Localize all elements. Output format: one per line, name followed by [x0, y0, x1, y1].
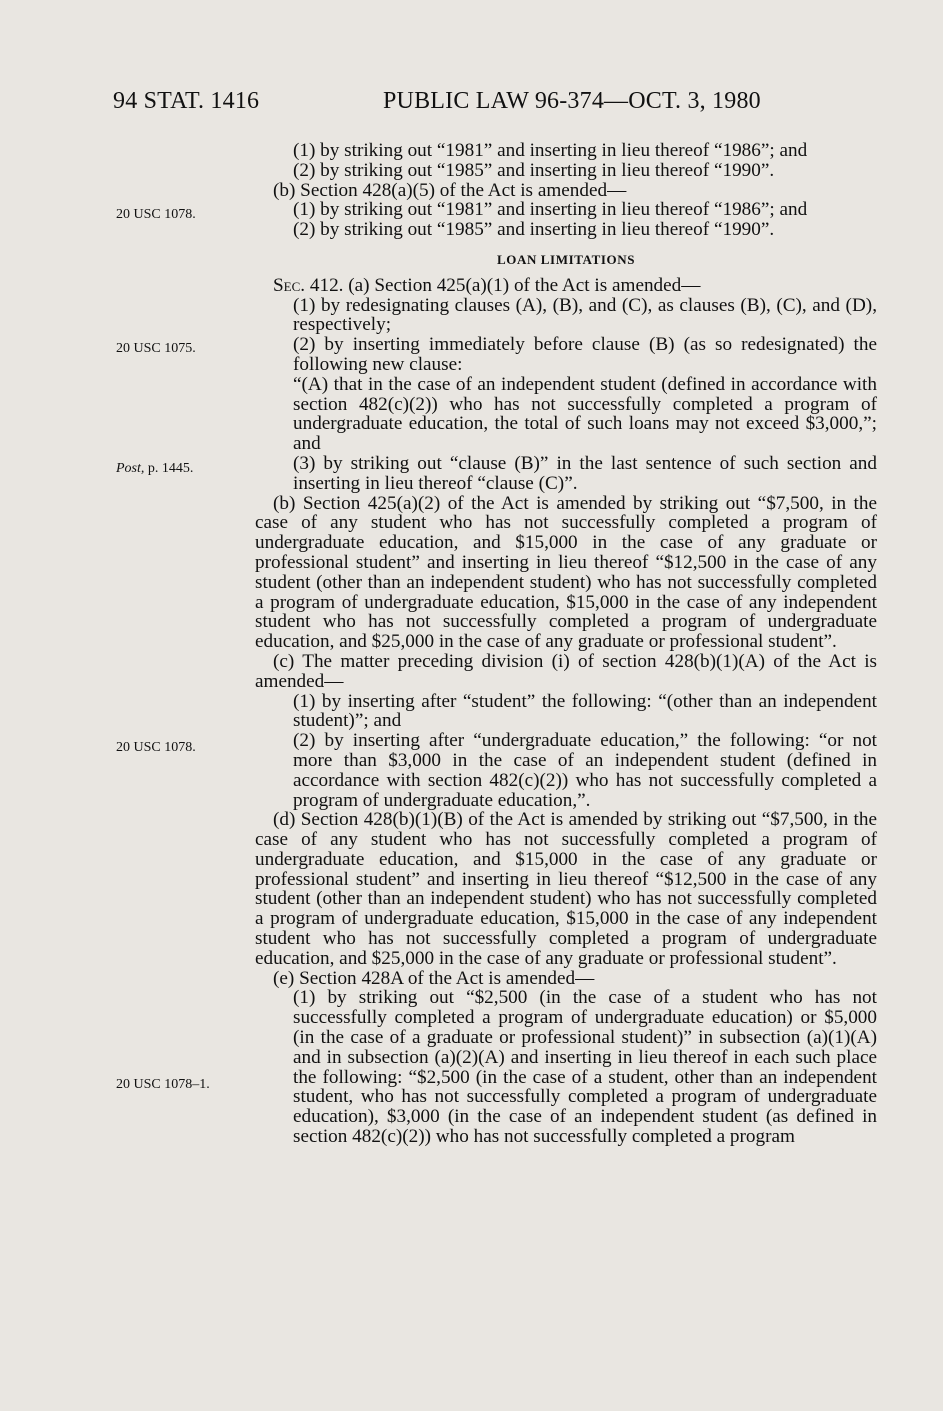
section-412-a — [255, 276, 877, 296]
new-clause-a: “(A) that in the case of an independent student (defined in accordance with section 482(c)(2)) who has not successfully completed a program of undergraduate education, the total of such loans may not exceed $3,000,”; and — [293, 373, 877, 455]
section-label: Sec. — [273, 274, 306, 296]
margin-note-post-italic: Post, — [116, 461, 145, 476]
subsection-c-2: (2) by inserting after “undergraduate education,” the following: “or not more than $3,000 in the case of an independent student (defined in accordance with section 482(c)(2)) who has not successfully completed a program of undergraduate education,”. — [293, 730, 877, 811]
page-folio: 94 STAT. 1416 — [113, 88, 260, 114]
subsection-e: (e) Section 428A of the Act is amended— — [273, 967, 595, 989]
paragraph-b-2: (2) by striking out “1985” and inserting in lieu thereof “1990”. — [293, 219, 775, 241]
section-412-a-text: 412. (a) Section 425(a)(1) of the Act is amended— — [305, 274, 701, 296]
paragraph-b-1: (1) by striking out “1981” and inserting in lieu thereof “1986”; and — [293, 199, 808, 221]
running-title: PUBLIC LAW 96-374—OCT. 3, 1980 — [383, 88, 761, 114]
subsection-b-425: (b) Section 425(a)(2) of the Act is amended by striking out “$7,500, in the case of any student who has not successfully completed a program of undergraduate education, and $15,000 in the case of any graduate or professional student” and inserting in lieu thereof “$12,500 in the case of any student (other than an independent student) who has not successfully completed a program of undergraduate education, $15,000 in the case of any independent student who has not successfully completed a program of undergraduate education, and $25,000 in the case of any graduate or professional student”. — [255, 492, 877, 653]
subsection-e-1: (1) by striking out “$2,500 (in the case of a student who has not successfully completed a program of undergraduate education) or $5,000 (in the case of a graduate or professional student)” in subsection (a)(1)(A) and in subsection (a)(2)(A) and inserting in lieu thereof in each such place the following: “$2,500 (in the case of a student, other than an independent student, who has not successfully completed a program of undergraduate education), $3,000 (in the case of an independent student (as defined in section 482(c)(2)) who has not successfully completed a program — [293, 987, 877, 1148]
paragraph-a-2: (2) by striking out “1985” and inserting in lieu thereof “1990”. — [293, 159, 775, 181]
statute-body — [255, 141, 877, 1147]
margin-note-20-usc-1078-1: 20 USC 1078–1. — [116, 1077, 210, 1092]
paragraph-b: (b) Section 428(a)(5) of the Act is amended— — [273, 179, 627, 201]
subsection-d: (d) Section 428(b)(1)(B) of the Act is amended by striking out “$7,500, in the case of any student who has not successfully completed a program of undergraduate education, and $15,000 in the case of any graduate or professional student” and inserting in lieu thereof “$12,500 in the case of any student (other than an independent student) who has not successfully completed a program of undergraduate education, $15,000 in the case of any independent student who has not successfully completed a program of undergraduate education, and $25,000 in the case of any graduate or professional student”. — [255, 809, 877, 969]
clause-redesignate: (1) by redesignating clauses (A), (B), and (C), as clauses (B), (C), and (D), respectively; — [293, 294, 877, 336]
margin-note-20-usc-1078-c: 20 USC 1078. — [116, 740, 196, 755]
margin-note-post-p-1445 — [116, 461, 256, 477]
section-heading: LOAN LIMITATIONS — [496, 251, 636, 267]
page-header — [113, 88, 883, 122]
paragraph-a-1: (1) by striking out “1981” and inserting in lieu thereof “1986”; and — [293, 140, 808, 161]
margin-note-20-usc-1075: 20 USC 1075. — [116, 341, 196, 356]
clause-insert-before: (2) by inserting immediately before clause (B) (as so redesignated) the following new clause: — [293, 334, 877, 375]
subsection-c-1: (1) by inserting after “student” the following: “(other than an independent student)”; and — [293, 690, 877, 732]
margin-note-20-usc-1078: 20 USC 1078. — [116, 207, 196, 222]
clause-strike-b: (3) by striking out “clause (B)” in the last sentence of such section and inserting in lieu thereof “clause (C)”. — [293, 452, 877, 494]
margin-note-post-page: p. 1445. — [144, 461, 194, 476]
subsection-c: (c) The matter preceding division (i) of section 428(b)(1)(A) of the Act is amended— — [255, 650, 877, 692]
